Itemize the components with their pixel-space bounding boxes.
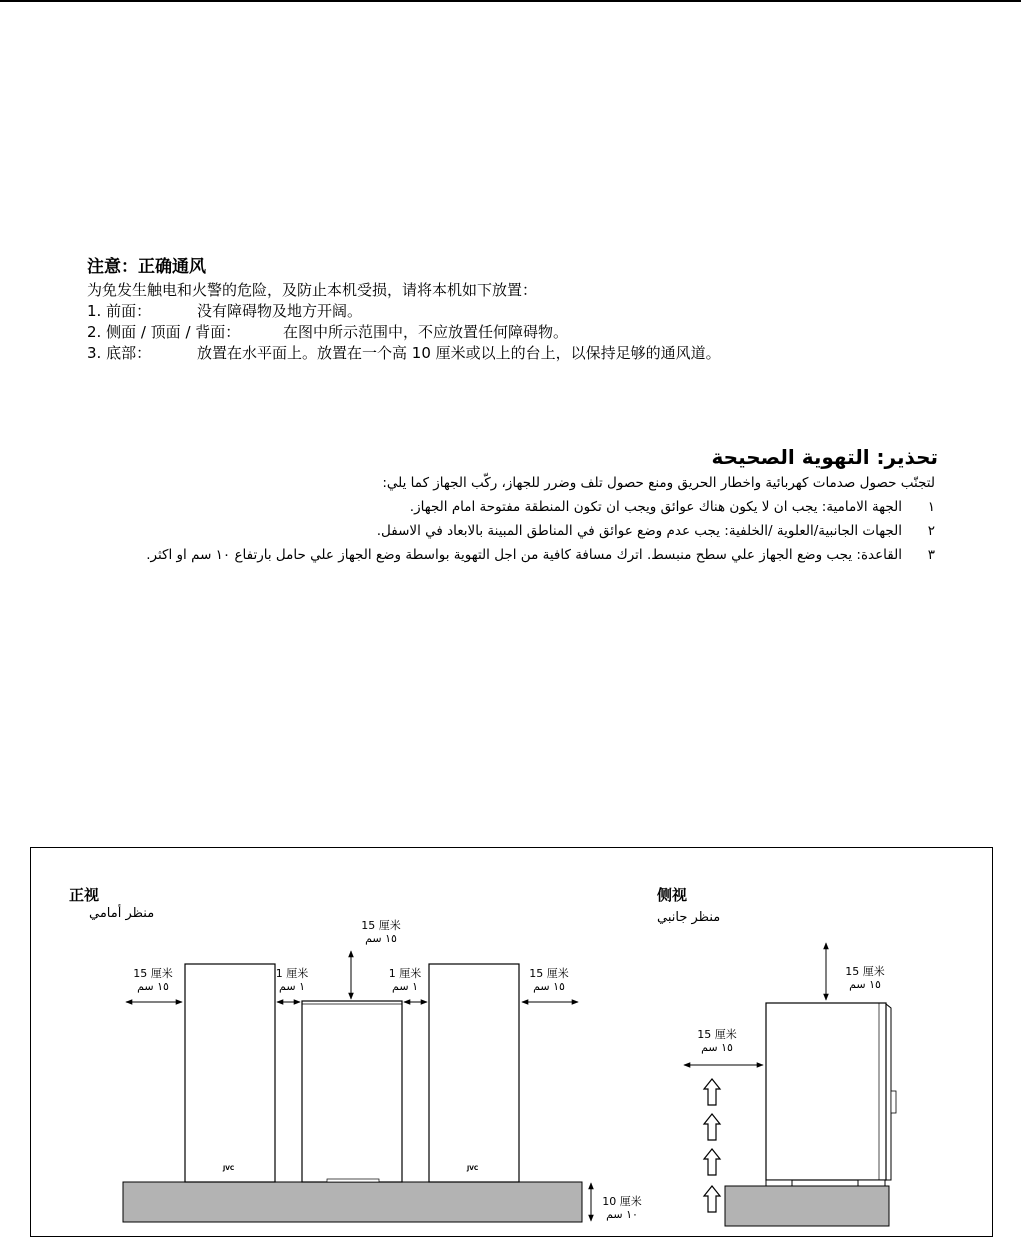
- zh-item-text: 放置在水平面上。放置在一个高 10 厘米或以上的台上，以保持足够的通风道。: [197, 344, 721, 362]
- ar-item-base: [80, 543, 938, 567]
- zh-item-side: [87, 322, 907, 343]
- dim-right-15cm: 15 厘米 ١٥ سم: [529, 967, 569, 993]
- zh-intro: 为免发生触电和火警的危险，及防止本机受损，请将本机如下放置：: [87, 281, 538, 299]
- side-unit-foot-back: [858, 1180, 885, 1186]
- side-unit-jack: [891, 1091, 896, 1113]
- chinese-notice: [87, 257, 907, 364]
- arabic-notice: [80, 443, 938, 567]
- side-view-subtitle: منظر جانبي: [657, 910, 721, 925]
- dim-top-15cm: 15 厘米 ١٥ سم: [361, 919, 401, 945]
- ar-item-text: الجهات الجانبية/العلوية /الخلفية: يجب عدم وضع عوائق في المناطق المبينة بالابعاد في الاسفل.: [376, 523, 902, 539]
- ar-item-text: الجهة الامامية: يجب ان لا يكون هناك عوائق ويجب ان تكون المنطقة مفتوحة امام الجهاز.: [409, 499, 902, 515]
- side-view-title: 侧视: [657, 886, 688, 904]
- side-unit: [766, 1003, 886, 1180]
- left-speaker-logo: JVC: [223, 1165, 235, 1172]
- main-unit: [302, 1001, 402, 1182]
- front-stand: [123, 1182, 582, 1222]
- ar-item-front: [80, 495, 938, 519]
- front-view-subtitle: منظر أمامي: [89, 906, 155, 921]
- ar-item-side: [80, 519, 938, 543]
- ar-item-text: القاعدة: يجب وضع الجهاز علي سطح منبسط. اترك مسافة كافية من اجل التهوية بواسطة وضع الجهاز علي حامل بارتفاع ١٠ سم او اكثر.: [146, 547, 902, 563]
- left-speaker: [185, 964, 275, 1182]
- dim-left-1cm: 1 厘米 ١ سم: [275, 967, 309, 993]
- airflow-arrow: [704, 1149, 720, 1175]
- zh-item-front: [87, 301, 907, 322]
- zh-item-label: 1. 前面：: [87, 302, 152, 320]
- airflow-arrow: [704, 1114, 720, 1140]
- zh-item-bottom: [87, 343, 907, 364]
- dim-side-top-15cm: 15 厘米 ١٥ سم: [845, 965, 885, 991]
- side-unit-back: [886, 1004, 891, 1180]
- dim-right-1cm: 1 厘米 ١ سم: [388, 967, 422, 993]
- dim-side-front-15cm: 15 厘米 ١٥ سم: [697, 1028, 737, 1054]
- ar-item-number: ١: [927, 499, 935, 515]
- dim-left-15cm: 15 厘米 ١٥ سم: [133, 967, 173, 993]
- ventilation-diagram: [30, 847, 993, 1237]
- ar-intro: لتجنّب حصول صدمات كهربائية واخطار الحريق ومنع حصول تلف وضرر للجهاز، ركّب الجهاز كما يلي:: [382, 475, 935, 491]
- side-unit-foot-front: [766, 1180, 792, 1186]
- ar-item-number: ٣: [927, 547, 935, 563]
- ar-item-number: ٢: [927, 523, 935, 539]
- ar-title: تحذير: التهوية الصحيحة: [711, 445, 938, 469]
- zh-item-label: 3. 底部：: [87, 344, 152, 362]
- airflow-arrow: [704, 1186, 720, 1212]
- zh-item-text: 没有障碍物及地方开阔。: [197, 302, 363, 320]
- main-unit-foot: [327, 1179, 379, 1182]
- front-view-title: 正视: [69, 886, 100, 904]
- top-rule: [0, 0, 1021, 2]
- diagram-drawing: [31, 848, 994, 1238]
- right-speaker-logo: JVC: [467, 1165, 479, 1172]
- side-stand: [725, 1186, 889, 1226]
- dim-base-10cm: 10 厘米 ١٠ سم: [602, 1195, 642, 1221]
- airflow-arrows: [704, 1079, 720, 1212]
- zh-item-text: 在图中所示范围中，不应放置任何障碍物。: [283, 323, 569, 341]
- zh-title: 注意：正确通风: [87, 257, 206, 277]
- airflow-arrow: [704, 1079, 720, 1105]
- zh-item-label: 2. 侧面 / 顶面 / 背面：: [87, 323, 241, 341]
- right-speaker: [429, 964, 519, 1182]
